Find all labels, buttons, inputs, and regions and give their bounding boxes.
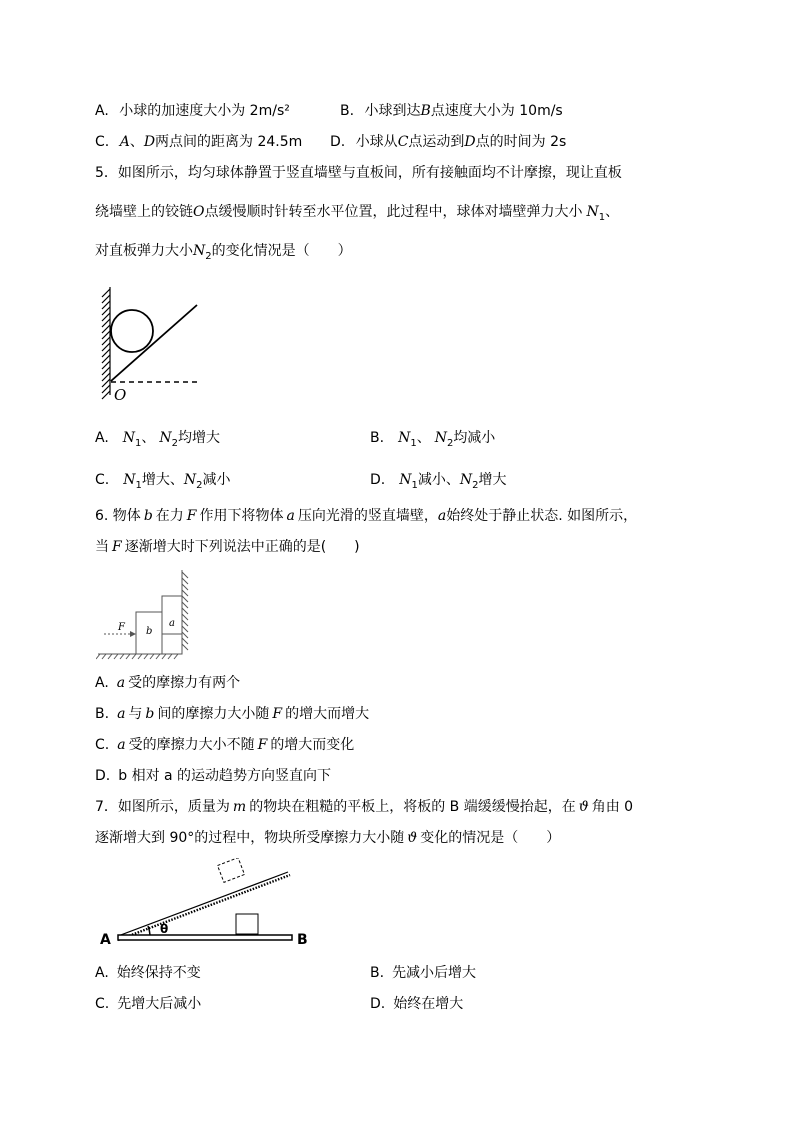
option-key: B. bbox=[340, 103, 355, 119]
force-var: N bbox=[459, 472, 473, 488]
option-key: C. bbox=[95, 737, 110, 753]
option-text: 减小、 bbox=[417, 472, 460, 488]
end-a-label: A bbox=[100, 932, 111, 948]
subscript: 2 bbox=[171, 438, 179, 449]
object-var: b bbox=[145, 706, 155, 722]
subscript: 1 bbox=[135, 480, 142, 491]
force-label: F bbox=[118, 622, 125, 633]
force-var: N bbox=[398, 430, 411, 446]
q7-option-a bbox=[95, 963, 201, 983]
option-text: 增大、 bbox=[141, 472, 184, 488]
subscript: 1 bbox=[135, 438, 142, 449]
force-var: N bbox=[193, 243, 206, 259]
option-text: 小球从 bbox=[355, 134, 398, 150]
subscript: 1 bbox=[598, 212, 606, 223]
option-text: 均减小 bbox=[453, 430, 496, 446]
q7-stem-line1 bbox=[95, 797, 633, 817]
option-text: 始终保持不变 bbox=[116, 965, 201, 981]
option-key: B. bbox=[370, 430, 385, 446]
option-key: D. bbox=[330, 134, 346, 150]
option-text: 小球的加速度大小为 2m/s² bbox=[119, 103, 290, 119]
force-var: F bbox=[112, 539, 122, 555]
object-var: a bbox=[286, 508, 295, 524]
q5-stem-line2 bbox=[95, 202, 619, 224]
ground-hatching bbox=[96, 654, 182, 659]
stem-text: 7．如图所示，质量为 bbox=[95, 799, 230, 815]
point-var: D bbox=[464, 134, 476, 150]
stem-text: 点缓慢顺时针转至水平位置，此过程中，球体对墙壁弹力大小 bbox=[204, 204, 583, 220]
subscript: 1 bbox=[410, 438, 417, 449]
stem-text: 始终处于静止状态. 如图所示， bbox=[446, 508, 638, 524]
q7-option-b bbox=[370, 963, 476, 983]
option-text: 点运动到 bbox=[408, 134, 465, 150]
q5-stem-line1: 5．如图所示，均匀球体静置于竖直墙壁与直板间，所有接触面均不计摩擦，现让直板 bbox=[95, 165, 622, 181]
q7-option-c bbox=[95, 994, 201, 1014]
option-text: 点的时间为 2s bbox=[475, 134, 567, 150]
stem-text: 绕墙壁上的铰链 bbox=[95, 204, 193, 220]
option-key: C. bbox=[95, 472, 110, 488]
option-text: 始终在增大 bbox=[393, 996, 464, 1012]
option-key: D. bbox=[370, 472, 386, 488]
q6-option-b bbox=[95, 704, 369, 724]
option-text: 两点间的距离为 24.5m bbox=[155, 134, 303, 150]
force-var: F bbox=[257, 737, 268, 753]
inclined-plank bbox=[118, 872, 290, 940]
q5-figure-wall-ball-plank bbox=[96, 283, 208, 405]
flat-plank bbox=[118, 935, 292, 940]
stem-text: 作用下将物体 bbox=[199, 508, 284, 524]
subscript: 2 bbox=[205, 251, 212, 262]
stem-text: 逐渐增大到 90°的过程中，物块所受摩擦力大小随 bbox=[95, 830, 405, 846]
q5-option-c bbox=[95, 470, 230, 492]
option-text: 与 bbox=[128, 706, 143, 722]
point-var: A bbox=[119, 134, 130, 150]
wall-hatching bbox=[182, 570, 188, 654]
object-var: a bbox=[437, 508, 447, 524]
option-text: 点速度大小为 10m/s bbox=[430, 103, 563, 119]
option-text: 间的摩擦力大小随 bbox=[157, 706, 270, 722]
option-text: 的增大而变化 bbox=[270, 737, 355, 753]
stem-text: 对直板弹力大小 bbox=[95, 243, 193, 259]
point-var: O bbox=[193, 204, 205, 220]
option-text: 、 bbox=[416, 430, 431, 446]
stem-text: 在力 bbox=[155, 508, 184, 524]
end-b-label: B bbox=[297, 932, 308, 948]
option-key: D. bbox=[370, 996, 386, 1012]
force-var: F bbox=[272, 706, 283, 722]
stem-text: 6. 物体 bbox=[95, 508, 141, 524]
q6-figure-blocks-wall bbox=[96, 568, 191, 660]
force-var: N bbox=[586, 204, 599, 220]
option-text: 均增大 bbox=[178, 430, 221, 446]
q5-stem-line3 bbox=[95, 241, 352, 263]
stem-text: 当 bbox=[95, 539, 109, 555]
option-text: b 相对 a 的运动趋势方向竖直向下 bbox=[118, 768, 332, 784]
block-a-label: a bbox=[169, 618, 175, 629]
option-key: C. bbox=[95, 134, 110, 150]
q6-stem-line1 bbox=[95, 506, 637, 526]
option-key: A. bbox=[95, 103, 109, 119]
angle-var: ϑ bbox=[407, 830, 418, 846]
q6-stem-line2 bbox=[95, 537, 360, 557]
option-text: 的增大而增大 bbox=[285, 706, 370, 722]
q5-option-d bbox=[370, 470, 506, 492]
point-var: D bbox=[143, 134, 156, 150]
option-text: 、 bbox=[141, 430, 156, 446]
block-b-label: b bbox=[146, 626, 153, 637]
q4-option-a bbox=[95, 101, 290, 121]
option-key: B. bbox=[95, 706, 110, 722]
option-key: A. bbox=[95, 965, 109, 981]
point-var: C bbox=[397, 134, 409, 150]
stem-text: 、 bbox=[605, 204, 620, 220]
force-var: N bbox=[183, 472, 197, 488]
stem-text: 变化的情况是（ ） bbox=[420, 830, 561, 846]
hinge-label: O bbox=[114, 386, 127, 404]
q5-option-b bbox=[370, 428, 495, 450]
force-var: N bbox=[159, 430, 172, 446]
option-key: C. bbox=[95, 996, 110, 1012]
q4-option-d bbox=[330, 132, 566, 152]
block-on-incline-dashed bbox=[218, 858, 245, 882]
plank bbox=[111, 305, 197, 381]
force-var: F bbox=[186, 508, 197, 524]
q4-option-b bbox=[340, 101, 563, 121]
option-text: 先增大后减小 bbox=[117, 996, 202, 1012]
stem-text: 的物块在粗糙的平板上，将板的 B 端缓缓慢抬起，在 bbox=[249, 799, 576, 815]
point-var: B bbox=[420, 103, 431, 119]
separator: 、 bbox=[129, 134, 144, 150]
wall-hatching bbox=[102, 287, 110, 399]
q6-option-c bbox=[95, 735, 354, 755]
option-key: A. bbox=[95, 675, 109, 691]
angle-label: θ bbox=[160, 922, 169, 936]
angle-var: ϑ bbox=[578, 799, 589, 815]
option-text: 减小 bbox=[202, 472, 231, 488]
block-on-flat bbox=[236, 914, 258, 934]
q6-option-a bbox=[95, 673, 240, 693]
option-key: D. bbox=[95, 768, 111, 784]
object-var: a bbox=[116, 675, 126, 691]
q7-figure-inclined-plank bbox=[96, 858, 316, 950]
subscript: 2 bbox=[196, 480, 203, 491]
force-arrowhead bbox=[130, 631, 136, 637]
stem-text: 压向光滑的竖直墙壁， bbox=[297, 508, 438, 524]
q4-option-c bbox=[95, 132, 302, 152]
force-var: N bbox=[434, 430, 447, 446]
stem-text: 角由 0 bbox=[591, 799, 634, 815]
object-var: a bbox=[117, 706, 126, 722]
option-text: 先减小后增大 bbox=[392, 965, 477, 981]
option-text: 小球到达 bbox=[364, 103, 421, 119]
object-var: a bbox=[117, 737, 126, 753]
subscript: 2 bbox=[472, 480, 479, 491]
stem-text: 逐渐增大时下列说法中正确的是( ) bbox=[124, 539, 360, 555]
subscript: 2 bbox=[446, 438, 454, 449]
force-var: N bbox=[123, 472, 136, 488]
force-var: N bbox=[399, 472, 412, 488]
q7-stem-line2 bbox=[95, 828, 560, 848]
option-text: 增大 bbox=[478, 472, 507, 488]
option-text: 受的摩擦力有两个 bbox=[128, 675, 241, 691]
q5-option-a bbox=[95, 428, 220, 450]
q6-option-d bbox=[95, 766, 331, 786]
object-var: b bbox=[143, 508, 153, 524]
force-var: N bbox=[122, 430, 136, 446]
ball bbox=[111, 310, 153, 352]
stem-text: 的变化情况是（ ） bbox=[211, 243, 352, 259]
mass-var: m bbox=[232, 799, 247, 815]
option-text: 受的摩擦力大小不随 bbox=[128, 737, 255, 753]
q7-option-d bbox=[370, 994, 463, 1014]
option-key: A. bbox=[95, 430, 109, 446]
option-key: B. bbox=[370, 965, 385, 981]
subscript: 1 bbox=[411, 480, 418, 491]
